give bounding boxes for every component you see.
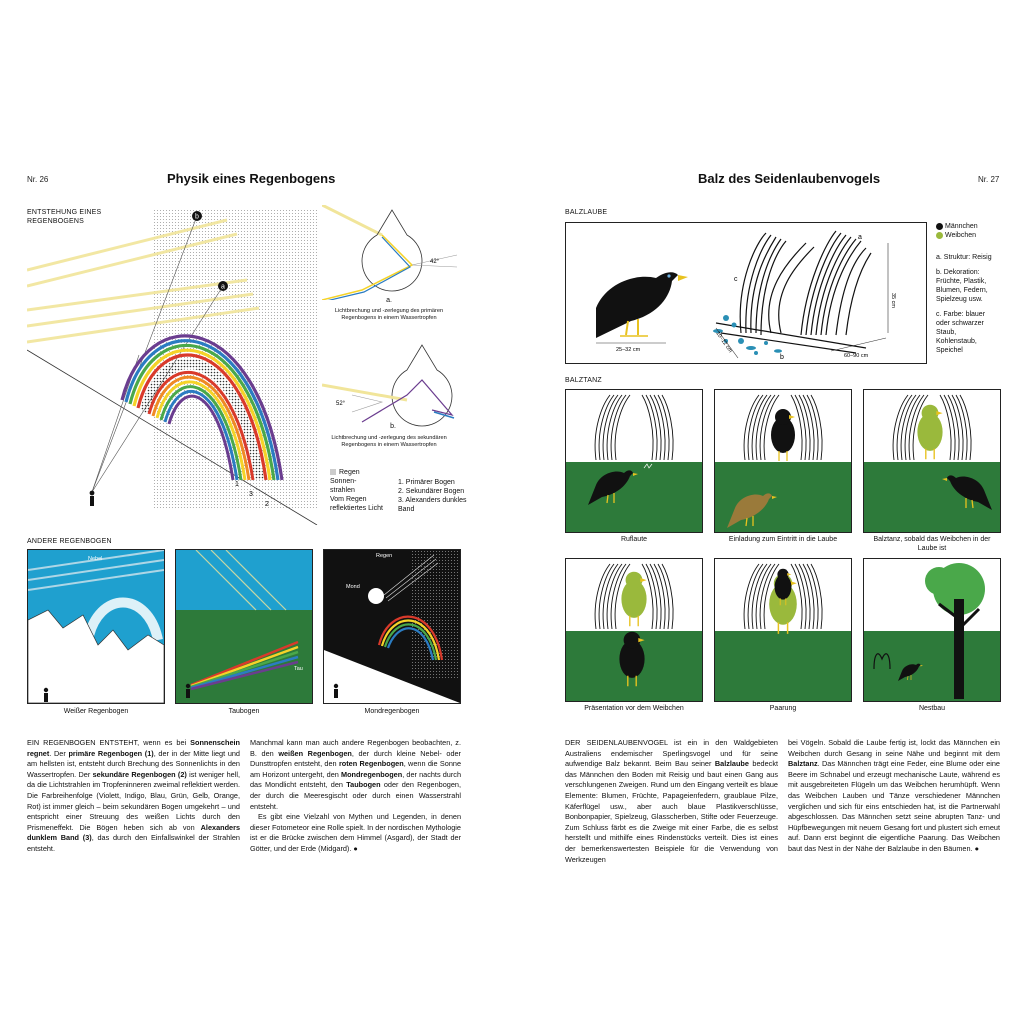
legend-female: Weibchen (945, 232, 977, 239)
legend-male: Männchen (945, 223, 978, 230)
panel-white-rainbow (27, 549, 165, 704)
section-heading-other: ANDERE REGENBOGEN (27, 538, 112, 545)
panel-label-fog: Nebel (88, 556, 103, 562)
body-paragraph: EIN REGENBOGEN ENTSTEHT, wenn es bei Sonnenschein regnet. Der primäre Regenbogen (1), der in der Mitte liegt und am hellsten ist, entsteht durch Brechung des Sonnenlichts in den Wassertropfen. Der sekundäre Regenbogen (2) ist weniger hell, da die Lichtstrahlen im Tropfeninneren zweimal reflektiert werden. Die Farbreihenfolge (Violett, Indigo, Blau, Grün, Gelb, Orange, Rot) ist immer gleich – beim sekundären Bogen umgekehrt – und entspricht einer Streuung des weißen Lichts durch den Prismeneffekt. Die Bögen heben sich ab von Alexanders dunklem Band (3), das durch den Einfallswinkel der Strahlen entsteht. (27, 738, 240, 853)
legend-bows (398, 478, 468, 514)
marker-b-label: b (195, 213, 199, 221)
dance-caption: Präsentation vor dem Weibchen (584, 705, 684, 712)
diagram-b-caption: Lichtbrechung und -zerlegung des sekundären Regenbogens in einem Wassertropfen (331, 435, 447, 448)
caption-moonbow: Mondregenbogen (364, 708, 420, 715)
dance-caption: Nestbau (918, 705, 946, 712)
dance-caption: Ruflaute (620, 536, 648, 543)
caption-white-rainbow: Weißer Regenbogen (63, 708, 129, 715)
body-paragraph: Manchmal kann man auch andere Regenbogen beobachten, z. B. den weißen Regenbogen, der durch kleine Nebel- oder Dunsttropfen entsteht, den roten Regenbogen, wenn die Sonne am Horizont untergeht, den Mondregenbogen, der nachts durch das Mondlicht entsteht, den Taubogen oder den Regenbogen, der durch die Meeresgischt oder durch einen Wasserstrahl entsteht. (250, 738, 461, 811)
droplet-diagram-a (322, 205, 462, 300)
measure-width: 60–90 cm (844, 353, 869, 359)
diagram-b-letter: b. (390, 423, 396, 430)
bower-letter-a: a (858, 234, 862, 241)
section-heading-formation: ENTSTEHUNG EINES REGENBOGENS (27, 209, 102, 225)
page-number-left: Nr. 26 (27, 175, 49, 184)
section-heading-bower: BALZLAUBE (565, 209, 608, 216)
body-paragraph: Es gibt eine Vielzahl von Mythen und Legenden, in denen dieser Fotometeor eine Rolle spielt. In der nordischen Mythologie ist er die Brücke zwischen dem Himmel (Asgard), der Stadt der Götter, und der Erde (Midgard). ● (250, 812, 461, 853)
dance-panel (863, 389, 1001, 533)
angle-a: 42° (430, 259, 440, 265)
legend-primary: 1. Primärer Bogen (398, 479, 455, 486)
legend-structure: a. Struktur: Reisig (936, 254, 992, 261)
rainbow-formation-diagram (27, 200, 319, 525)
dance-panel (565, 558, 703, 702)
body-text-right-col2 (788, 738, 1000, 855)
diagram-a-letter: a. (386, 297, 392, 304)
legend-bower-parts (936, 253, 998, 355)
angle-b: 52° (336, 401, 346, 407)
marker-a-label: a (221, 283, 225, 291)
rain-swatch (330, 469, 336, 475)
panel-dew-bow (175, 549, 313, 704)
bow-number-1: 1 (235, 481, 239, 488)
male-swatch (936, 223, 943, 230)
panel-label-moon: Mond (346, 584, 360, 590)
body-text-right-col1 (565, 738, 778, 865)
page-title-right: Balz des Seidenlaubenvogels (698, 171, 881, 186)
body-text-left-col1 (27, 738, 240, 855)
dance-panel (714, 389, 852, 533)
measure-bird: 25–32 cm (616, 347, 641, 353)
dance-caption: Einladung zum Eintritt in die Laube (728, 536, 838, 543)
dance-panel (863, 558, 1001, 702)
legend-decoration: b. Dekoration: Früchte, Plastik, Blumen, Federn, Spielzeug usw. (936, 269, 988, 303)
measure-height: 35 cm (890, 293, 896, 308)
legend-sex (936, 222, 1006, 240)
page-number-right: Nr. 27 (978, 175, 1000, 184)
bower-illustration (565, 222, 927, 364)
bower-sticks (716, 231, 871, 353)
caption-dew-bow: Taubogen (228, 708, 260, 715)
female-swatch (936, 232, 943, 239)
droplet-diagram-b (322, 340, 462, 430)
page-title-left: Physik eines Regenbogens (167, 171, 336, 186)
legend-rain: Regen (339, 469, 360, 476)
observer-figure (90, 491, 95, 506)
legend-secondary: 2. Sekundärer Bogen (398, 488, 465, 495)
bower-letter-b: b (780, 354, 784, 361)
legend-reflected: Vom Regen reflektiertes Licht (330, 496, 383, 512)
body-paragraph: DER SEIDENLAUBENVOGEL ist ein in den Waldgebieten Australiens endemischer Sperlingsvogel und für seine aufwendige Balz bekannt. Beim Bau seiner Balzlaube bedeckt das Männchen den Boden mit Reisig und baut einen Gang aus verschlungenen Zweigen. Rund um den Eingang verteilt es blaue Elemente: Blumen, Früchte, Papageienfedern, graublaue Pilze, Käferflügel usw., aber auch blaue Plastikverschlüsse, Bonbonpapier, Spielzeug, Glasscherben, Stifte oder Feuerzeuge. Zum Schluss färbt es die Zweige mit einer Farbe, die es selbst herstellt und mithilfe eines Rindenstücks verteilt. Dies ist eines der bemerkenswertesten Beispiele für die Verwendung von Werkzeugen (565, 738, 778, 864)
dance-panel (714, 558, 852, 702)
panel-moonbow (323, 549, 461, 704)
measure-depth: 10–12 cm (714, 330, 734, 354)
legend-alexander: 3. Alexanders dunkles Band (398, 497, 467, 513)
legend-color: c. Farbe: blauer oder schwarzer Staub, Kohlenstaub, Speichel (936, 311, 986, 354)
dance-caption: Paarung (769, 705, 797, 712)
dance-caption: Balztanz, sobald das Weibchen in der Laube ist (873, 536, 991, 552)
panel-label-rain: Regen (376, 553, 393, 559)
bower-letter-c: c (734, 276, 738, 283)
body-text-left-col2 (250, 738, 461, 855)
body-paragraph: bei Vögeln. Sobald die Laube fertig ist, lockt das Männchen ein Weibchen durch Gesang in seine Nähe und beginnt mit dem Balztanz. Das Männchen trägt eine Feder, eine Blume oder eine Beere im Schnabel und erzeugt mechanische Laute, während es mit ausgebreiteten Flügeln um das Weibchen herumhüpft. Wenn das Weibchen Lauben und Tänze verschiedener Männchen verglichen und sich für eins entschieden hat, ist die Partnerwahl abgeschlossen. Das Männchen setzt seine abrupten Tanz- und Hüpfbewegungen mit neuem Gesang fort und plustert sich erneut auf. Dann erst beginnt die eigentliche Paarung. Das Weibchen baut das Nest in der Nähe der Balzlaube in den Bäumen. ● (788, 738, 1000, 853)
bow-number-2: 2 (265, 501, 269, 508)
diagram-a-caption: Lichtbrechung und -zerlegung des primären Regenbogens in einem Wassertropfen (334, 308, 444, 321)
bow-number-3: 3 (249, 491, 253, 498)
rain-area (153, 208, 319, 508)
dance-panel (565, 389, 703, 533)
panel-label-dew: Tau (294, 666, 303, 672)
legend-sunrays: Sonnen- strahlen (330, 478, 357, 494)
male-bird (596, 272, 688, 338)
legend-elements (330, 468, 385, 513)
section-heading-dance: BALZTANZ (565, 377, 602, 384)
